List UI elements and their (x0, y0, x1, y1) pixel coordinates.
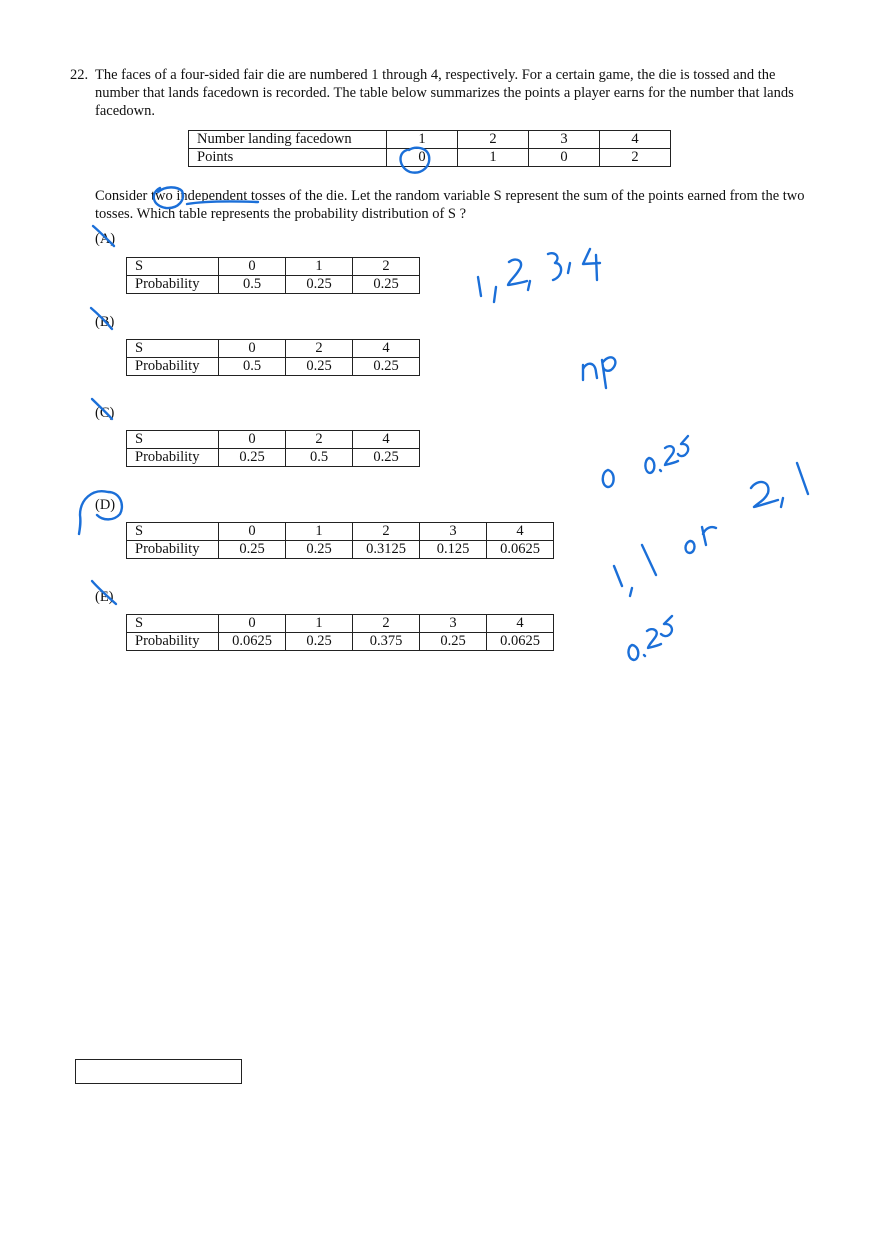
table-cell: 0.25 (286, 358, 353, 376)
ink-note-025b (628, 616, 672, 660)
table-row (127, 523, 554, 541)
table-cell: 0.25 (286, 276, 353, 294)
table-cell-label: Probability (127, 541, 219, 559)
table-row (127, 541, 554, 559)
option-a-table (126, 257, 420, 294)
table-cell: 2 (458, 131, 529, 149)
table-cell: 0 (219, 615, 286, 633)
table-row (127, 258, 420, 276)
table-cell-label: S (127, 431, 219, 449)
table-cell: 0 (219, 431, 286, 449)
table-cell-label: S (127, 258, 219, 276)
table-cell: 0.25 (420, 633, 487, 651)
table-cell: 4 (600, 131, 671, 149)
option-c-letter[interactable]: (C) (95, 405, 115, 421)
table-cell: 1 (387, 131, 458, 149)
table-cell: 0.25 (286, 633, 353, 651)
table-cell: 2 (353, 523, 420, 541)
points-table (188, 130, 671, 167)
table-row (189, 149, 671, 167)
option-c-table (126, 430, 420, 467)
question-22 (70, 66, 810, 120)
table-cell: 4 (487, 523, 554, 541)
table-cell: 0.25 (219, 541, 286, 559)
table-row (127, 633, 554, 651)
option-d-letter[interactable]: (D) (95, 497, 116, 513)
table-cell: 0 (529, 149, 600, 167)
table-row (127, 358, 420, 376)
table-cell: 0.125 (420, 541, 487, 559)
table-cell: 0 (219, 340, 286, 358)
table-cell: 0.25 (286, 541, 353, 559)
table-row (127, 615, 554, 633)
table-cell-label: Points (189, 149, 387, 167)
table-cell: 1 (458, 149, 529, 167)
table-cell: 2 (353, 615, 420, 633)
option-e-letter[interactable]: (E) (95, 589, 114, 605)
table-cell: 0.25 (353, 358, 420, 376)
table-cell: 3 (420, 523, 487, 541)
table-row (127, 276, 420, 294)
table-cell: 1 (286, 523, 353, 541)
table-cell: 0.0625 (487, 541, 554, 559)
ink-note-21 (751, 463, 808, 507)
table-cell: 0.5 (219, 276, 286, 294)
table-cell: 0.25 (353, 449, 420, 467)
option-a-letter[interactable]: (A) (95, 231, 116, 247)
table-cell: 0.3125 (353, 541, 420, 559)
table-cell: 0 (219, 258, 286, 276)
question-number: 22. (70, 67, 89, 83)
table-cell: 0.5 (286, 449, 353, 467)
table-cell-label: Probability (127, 449, 219, 467)
table-cell-label: S (127, 615, 219, 633)
question-prompt: Consider two independent tosses of the die. Let the random variable S represent the sum of the points earned from the two tosses. Which table represents the probability distribution of S ? (95, 188, 805, 222)
table-cell: 0.0625 (487, 633, 554, 651)
table-cell: 0.375 (353, 633, 420, 651)
table-cell-label: Probability (127, 358, 219, 376)
ink-note-np (583, 357, 615, 388)
table-cell-label: Number landing facedown (189, 131, 387, 149)
table-cell: 2 (600, 149, 671, 167)
table-cell-label: S (127, 523, 219, 541)
table-row (189, 131, 671, 149)
table-row (127, 431, 420, 449)
option-d-table (126, 522, 554, 559)
table-cell-label: Probability (127, 276, 219, 294)
table-cell-label: Probability (127, 633, 219, 651)
table-cell: 1 (286, 258, 353, 276)
option-e-table (126, 614, 554, 651)
table-cell: 3 (529, 131, 600, 149)
table-cell: 0 (387, 149, 458, 167)
answer-box[interactable] (75, 1059, 242, 1084)
ink-note-025a (645, 436, 688, 473)
table-cell: 4 (353, 340, 420, 358)
ink-note-0 (603, 470, 614, 487)
table-cell: 0.25 (219, 449, 286, 467)
table-cell: 1 (286, 615, 353, 633)
option-b-table (126, 339, 420, 376)
table-cell: 0.25 (353, 276, 420, 294)
option-b-letter[interactable]: (B) (95, 314, 115, 330)
table-row (127, 340, 420, 358)
table-cell: 4 (487, 615, 554, 633)
table-cell: 2 (286, 340, 353, 358)
table-cell: 2 (286, 431, 353, 449)
question-stem: The faces of a four-sided fair die are numbered 1 through 4, respectively. For a certain game, the die is tossed and the number that lands facedown is recorded. The table below summarizes the points a player earns for the number that lands facedown. (95, 67, 794, 119)
table-row (127, 449, 420, 467)
table-cell: 0 (219, 523, 286, 541)
table-cell: 0.0625 (219, 633, 286, 651)
table-cell: 3 (420, 615, 487, 633)
table-cell: 4 (353, 431, 420, 449)
table-cell: 0.5 (219, 358, 286, 376)
table-cell: 2 (353, 258, 420, 276)
ink-note-11or (614, 527, 716, 596)
table-cell-label: S (127, 340, 219, 358)
ink-note-1234 (478, 249, 600, 302)
